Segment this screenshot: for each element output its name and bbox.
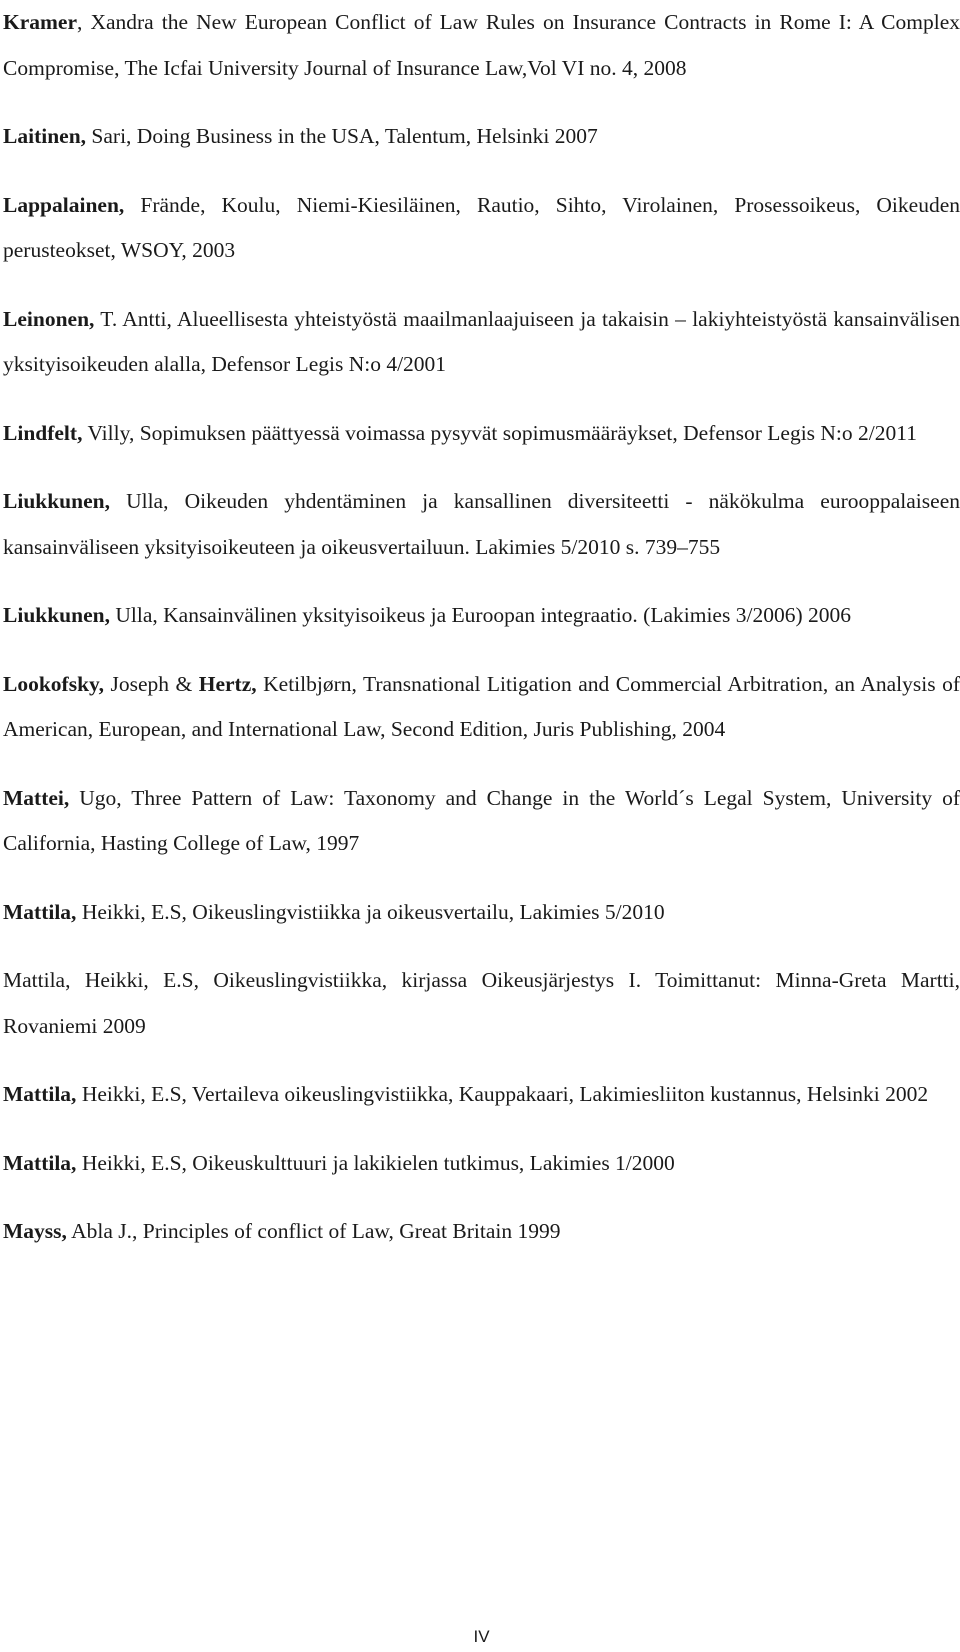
reference-entry <box>3 0 960 91</box>
reference-author: Mattei, <box>3 785 70 810</box>
reference-entry <box>3 297 960 388</box>
reference-entry <box>3 958 960 1049</box>
reference-author: Lappalainen, <box>3 192 125 217</box>
reference-entry <box>3 1072 960 1118</box>
reference-author: Mayss, <box>3 1219 67 1243</box>
reference-text: Abla J., Principles of conflict of Law, Great Britain 1999 <box>66 1219 561 1243</box>
reference-entry <box>3 593 960 639</box>
reference-entry <box>3 776 960 867</box>
reference-author: Mattila, <box>3 1082 77 1106</box>
reference-entry <box>3 890 960 936</box>
reference-author: Leinonen, <box>3 306 95 331</box>
reference-text: Ketilbjørn, Transnational Litigation and Commercial Arbitration, an Analysis of American, European, and International Law, Second Edition, Juris Publishing, 2004 <box>3 671 960 741</box>
reference-text: T. Antti, Alueellisesta yhteistyöstä maailmanlaajuiseen ja takaisin – lakiyhteistyöstä kansainvälisen yksityisoikeuden alalla, Defensor Legis N:o 4/2001 <box>3 306 960 376</box>
reference-author: Kramer <box>3 10 78 34</box>
reference-text: Ugo, Three Pattern of Law: Taxonomy and Change in the World´s Legal System, University of California, Hasting College of Law, 1997 <box>3 785 960 855</box>
reference-entry <box>3 662 960 753</box>
reference-entry <box>3 411 960 457</box>
reference-text: Heikki, E.S, Oikeuslingvistiikka ja oikeusvertailu, Lakimies 5/2010 <box>76 899 665 924</box>
reference-author: Lindfelt, <box>3 420 83 445</box>
reference-author: Liukkunen, <box>3 489 110 513</box>
reference-text: Villy, Sopimuksen päättyessä voimassa pysyvät sopimusmääräykset, Defensor Legis N:o 2/2011 <box>82 420 917 445</box>
reference-text: Heikki, E.S, Vertaileva oikeuslingvistiikka, Kauppakaari, Lakimiesliiton kustannus, Helsinki 2002 <box>76 1082 929 1106</box>
reference-entry <box>3 183 960 274</box>
reference-author: Lookofsky, <box>3 671 104 696</box>
reference-author: Mattila, <box>3 899 77 924</box>
reference-text: Heikki, E.S, Oikeuskulttuuri ja lakikielen tutkimus, Lakimies 1/2000 <box>76 1150 675 1175</box>
reference-text: Ulla, Oikeuden yhdentäminen ja kansallinen diversiteetti - näkökulma eurooppalaiseen kansainväliseen yksityisoikeuteen ja oikeusvertailuun. Lakimies 5/2010 s. 739–755 <box>3 489 960 559</box>
reference-author: Laitinen, <box>3 124 87 148</box>
reference-text: Sari, Doing Business in the USA, Talentum, Helsinki 2007 <box>86 124 598 148</box>
reference-text: Frände, Koulu, Niemi-Kiesiläinen, Rautio, Sihto, Virolainen, Prosessoikeus, Oikeuden perusteokset, WSOY, 2003 <box>3 192 960 262</box>
document-page <box>3 0 960 1652</box>
reference-entry <box>3 479 960 570</box>
reference-author: Liukkunen, <box>3 603 110 627</box>
reference-entry <box>3 1209 960 1255</box>
page-number: IV <box>473 1627 490 1646</box>
reference-text: , Xandra the New European Conflict of Law Rules on Insurance Contracts in Rome I: A Complex Compromise, The Icfai University Journal of Insurance Law,Vol VI no. 4, 2008 <box>3 10 960 80</box>
reference-text: Ulla, Kansainvälinen yksityisoikeus ja Euroopan integraatio. (Lakimies 3/2006) 2006 <box>109 603 851 627</box>
reference-author: Hertz, <box>198 671 257 696</box>
reference-list <box>3 0 960 1278</box>
reference-entry <box>3 114 960 160</box>
reference-entry <box>3 1141 960 1187</box>
reference-author: Mattila, <box>3 1150 77 1175</box>
reference-text: Mattila, Heikki, E.S, Oikeuslingvistiikka, kirjassa Oikeusjärjestys I. Toimittanut: Minna-Greta Martti, Rovaniemi 2009 <box>3 968 960 1038</box>
reference-text: Joseph & <box>103 671 199 696</box>
